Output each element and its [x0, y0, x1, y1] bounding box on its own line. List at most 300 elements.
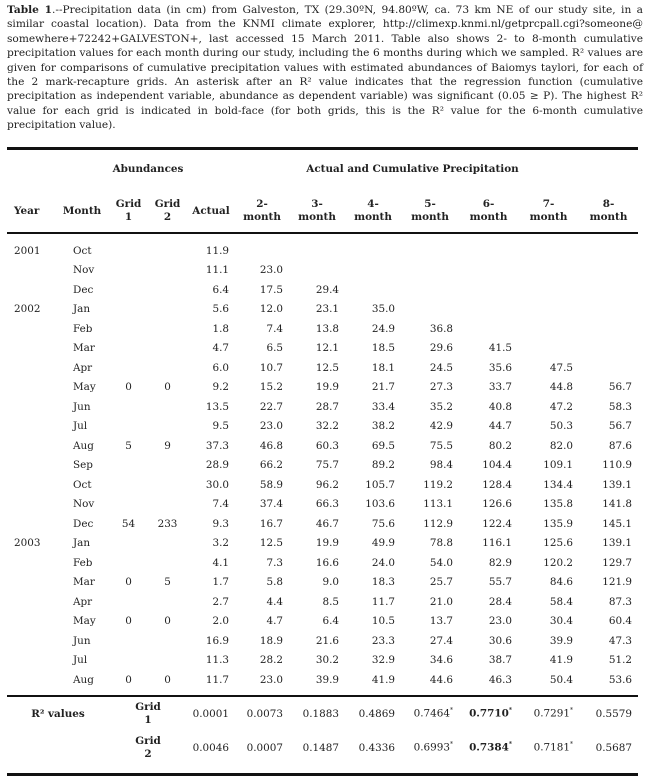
cell-m2: 23.0: [259, 420, 283, 433]
cell-g1: [109, 358, 148, 378]
caption-text: .--Precipitation data (in cm) from Galveston, TX (29.30ºN, 94.80ºW, ca. 73 km NE of our study site, in a similar coastal location). Data from the KNMI climate explorer, http://climexp.knmi.nl/getprcpall.cgi?someone@ somewhere+72242+GALVESTON+, last accessed 15 March 2011. Table also shows 2- to 8-month cumulative precipitation values for each month during our study, including the 6 months during which we sampled. R² values are given for comparisons of cumulative precipitation values with estimated abundances of Baiomys taylori, for each of the 2 mark-recapture grids. An asterisk after an R² value indicates that the regression function (cumulative precipitation as independent variable, abundance as dependent variable) was significant (0.05 ≥ P). The highest R² value for each grid is indicated in bold-face (for both grids, this is the R² value for the 6-month cumulative precipitation value).: [7, 4, 643, 132]
table-row: [7, 670, 638, 690]
table-row: [7, 417, 638, 437]
cell-g1: [109, 475, 148, 495]
cell-m4: 18.5: [371, 342, 395, 355]
cell-m2: 46.8: [259, 439, 283, 452]
cell-m8: 53.6: [608, 673, 632, 686]
cell-g1: [109, 300, 148, 320]
cell-actual: 5.6: [212, 303, 229, 316]
cell-m6: 126.6: [482, 498, 512, 511]
cell-g1: [109, 553, 148, 573]
cell-year: [7, 436, 55, 456]
r2-row: [7, 731, 638, 765]
cell-m7: 58.4: [549, 595, 573, 608]
cell-year: [7, 358, 55, 378]
cell-m6: 41.5: [488, 342, 512, 355]
cell-year: [7, 339, 55, 359]
cell-m6: 40.8: [488, 400, 512, 413]
table-row: [7, 573, 638, 593]
cell-m2: 7.3: [266, 556, 283, 569]
r2-label: [7, 731, 109, 765]
cell-m3: 8.5: [322, 595, 339, 608]
cell-m7: 135.9: [543, 517, 573, 530]
cell-m5: 29.6: [429, 342, 453, 355]
month-header: Month: [62, 204, 102, 217]
cell-m2: 16.7: [259, 517, 283, 530]
cell-m7: 47.5: [549, 361, 573, 374]
cell-month: Oct: [73, 244, 92, 257]
cell-m7: 109.1: [543, 459, 573, 472]
cell-month: May: [73, 615, 96, 628]
cell-m4: 11.7: [371, 595, 395, 608]
table-row: [7, 514, 638, 534]
cell-m6: 44.7: [488, 420, 512, 433]
cell-actual: 11.9: [205, 244, 229, 257]
cell-g1: [109, 592, 148, 612]
cell-m3: 29.4: [315, 283, 339, 296]
r2-cell-m3: 0.1487: [302, 741, 339, 754]
cell-m8: 139.1: [602, 478, 632, 491]
cell-m8: 56.7: [608, 420, 632, 433]
cell-m6: [459, 241, 518, 261]
table-row: [7, 280, 638, 300]
year-header: Year: [14, 204, 40, 217]
cell-g1: [109, 280, 148, 300]
cell-g2: [148, 553, 187, 573]
table-row: [7, 553, 638, 573]
cell-g2: [148, 358, 187, 378]
cell-m5: 113.1: [423, 498, 453, 511]
cell-m8: 129.7: [602, 556, 632, 569]
cell-year: [7, 573, 55, 593]
table-row: [7, 378, 638, 398]
cell-m7: [518, 300, 579, 320]
cell-m5: 44.6: [429, 673, 453, 686]
cell-m4: 105.7: [365, 478, 395, 491]
cell-month: Nov: [73, 498, 95, 511]
table-caption: [7, 3, 643, 133]
cell-g1: [109, 495, 148, 515]
cell-month: Feb: [73, 322, 93, 335]
cell-m2: 18.9: [259, 634, 283, 647]
cell-m8: [579, 241, 638, 261]
m4-header: 4-month: [354, 198, 392, 223]
cell-m4: 89.2: [371, 459, 395, 472]
cell-month: Apr: [73, 595, 93, 608]
cell-g2: [148, 534, 187, 554]
cell-m2: 66.2: [259, 459, 283, 472]
bottom-rule: [7, 773, 638, 776]
cell-month: Nov: [73, 264, 95, 277]
cell-m7: 30.4: [549, 615, 573, 628]
cell-m7: 50.3: [549, 420, 573, 433]
m3-header: 3-month: [298, 198, 336, 223]
cell-g1: [109, 651, 148, 671]
r2-cell-m6: 0.7384*: [469, 741, 512, 754]
cell-actual: 1.8: [212, 322, 229, 335]
cell-g2: [148, 319, 187, 339]
cell-m2: 4.4: [266, 595, 283, 608]
cell-m8: 56.7: [608, 381, 632, 394]
cell-m7: 82.0: [549, 439, 573, 452]
cell-m5: 24.5: [429, 361, 453, 374]
cell-year: [7, 456, 55, 476]
cell-m4: 18.1: [371, 361, 395, 374]
cell-m8: 60.4: [608, 615, 632, 628]
cell-m3: 12.5: [315, 361, 339, 374]
cell-g1: [109, 631, 148, 651]
cell-month: Apr: [73, 361, 93, 374]
cell-m4: 38.2: [371, 420, 395, 433]
cell-actual: 2.7: [212, 595, 229, 608]
cell-m6: 23.0: [488, 615, 512, 628]
cell-actual: 11.1: [205, 264, 229, 277]
grid2-header: Grid 2: [154, 198, 181, 223]
cell-m6: 80.2: [488, 439, 512, 452]
cell-actual: 16.9: [205, 634, 229, 647]
r2-label: R² values: [31, 707, 85, 720]
r2-cell-m4: 0.4336: [358, 741, 395, 754]
precip-header: Actual and Cumulative Precipitation: [306, 163, 519, 175]
cell-m6: 104.4: [482, 459, 512, 472]
cell-m8: [579, 300, 638, 320]
cell-m6: 116.1: [482, 537, 512, 550]
cell-m8: 110.9: [602, 459, 632, 472]
cell-m5: 13.7: [429, 615, 453, 628]
cell-year: 2003: [14, 537, 41, 550]
cell-m4: 23.3: [371, 634, 395, 647]
cell-m4: 69.5: [371, 439, 395, 452]
cell-m3: 21.6: [315, 634, 339, 647]
r2-row: [7, 697, 638, 731]
actual-header: Actual: [192, 204, 230, 217]
cell-m2: 58.9: [259, 478, 283, 491]
r2-cell-m6: 0.7710*: [469, 707, 512, 720]
cell-m2: 37.4: [259, 498, 283, 511]
cell-m6: 55.7: [488, 576, 512, 589]
cell-m8: [579, 261, 638, 281]
cell-year: [7, 280, 55, 300]
cell-m8: 47.3: [608, 634, 632, 647]
cell-m6: 28.4: [488, 595, 512, 608]
r2-cell-actual: 0.0046: [192, 741, 229, 754]
cell-m4: 75.6: [371, 517, 395, 530]
cell-year: [7, 475, 55, 495]
cell-m3: 28.7: [315, 400, 339, 413]
r2-cell-m2: 0.0007: [246, 741, 283, 754]
cell-m8: 121.9: [602, 576, 632, 589]
m6-header: 6-month: [469, 198, 508, 223]
precipitation-table: [7, 150, 638, 765]
cell-m7: 47.2: [549, 400, 573, 413]
cell-g1: 0: [125, 576, 132, 589]
table-row: [7, 495, 638, 515]
cell-month: Dec: [73, 517, 94, 530]
cell-g1: [109, 319, 148, 339]
table-row: [7, 534, 638, 554]
cell-m5: 25.7: [429, 576, 453, 589]
cell-m8: 141.8: [602, 498, 632, 511]
cell-actual: 4.1: [212, 556, 229, 569]
cell-actual: 30.0: [205, 478, 229, 491]
table-row: [7, 358, 638, 378]
cell-m7: 125.6: [543, 537, 573, 550]
cell-m5: 119.2: [423, 478, 453, 491]
cell-g2: [148, 417, 187, 437]
cell-m2: 6.5: [266, 342, 283, 355]
cell-m2: 15.2: [259, 381, 283, 394]
cell-m3: 32.2: [315, 420, 339, 433]
cell-g2: 0: [164, 673, 171, 686]
cell-m4: 24.9: [371, 322, 395, 335]
cell-m3: [289, 241, 345, 261]
r2-cell-m7: 0.7181*: [533, 741, 573, 754]
cell-m7: 44.8: [549, 381, 573, 394]
cell-g1: 5: [125, 439, 132, 452]
cell-m5: 42.9: [429, 420, 453, 433]
cell-m3: 39.9: [315, 673, 339, 686]
cell-m7: 134.4: [543, 478, 573, 491]
cell-month: Mar: [73, 576, 95, 589]
cell-m7: 84.6: [549, 576, 573, 589]
r2-cell-m7: 0.7291*: [533, 707, 573, 720]
m7-header: 7-month: [529, 198, 568, 223]
cell-actual: 11.3: [205, 654, 229, 667]
cell-year: [7, 651, 55, 671]
r2-cell-m3: 0.1883: [302, 707, 339, 720]
cell-actual: 6.4: [212, 283, 229, 296]
cell-year: [7, 631, 55, 651]
cell-year: [7, 495, 55, 515]
cell-g2: 233: [157, 517, 178, 530]
cell-g1: [109, 397, 148, 417]
cell-month: Dec: [73, 283, 94, 296]
cell-g2: 9: [164, 439, 171, 452]
cell-g2: [148, 280, 187, 300]
cell-actual: 11.7: [205, 673, 229, 686]
cell-m3: 66.3: [315, 498, 339, 511]
table-row: [7, 475, 638, 495]
cell-month: Jun: [73, 634, 91, 647]
cell-m3: 46.7: [315, 517, 339, 530]
cell-m3: 23.1: [315, 303, 339, 316]
cell-m2: 5.8: [266, 576, 283, 589]
cell-actual: 37.3: [205, 439, 229, 452]
cell-m8: [579, 280, 638, 300]
cell-m3: 19.9: [315, 381, 339, 394]
cell-m4: 32.9: [371, 654, 395, 667]
cell-actual: 13.5: [205, 400, 229, 413]
cell-month: May: [73, 381, 96, 394]
cell-g2: 0: [164, 615, 171, 628]
cell-m4: [345, 280, 401, 300]
cell-g2: [148, 339, 187, 359]
cell-month: Aug: [73, 673, 94, 686]
cell-m4: 21.7: [371, 381, 395, 394]
cell-g1: 0: [125, 615, 132, 628]
cell-m5: 78.8: [429, 537, 453, 550]
r2-grid-label: Grid 1: [135, 700, 161, 726]
cell-m7: [518, 339, 579, 359]
cell-m7: 39.9: [549, 634, 573, 647]
cell-g2: [148, 261, 187, 281]
cell-m2: [235, 241, 289, 261]
cell-m6: 128.4: [482, 478, 512, 491]
cell-year: [7, 553, 55, 573]
cell-m5: 21.0: [429, 595, 453, 608]
cell-m8: 58.3: [608, 400, 632, 413]
cell-month: Jun: [73, 400, 91, 413]
cell-m4: 18.3: [371, 576, 395, 589]
cell-m3: 60.3: [315, 439, 339, 452]
cell-actual: 2.0: [212, 615, 229, 628]
cell-m8: 139.1: [602, 537, 632, 550]
cell-m3: 6.4: [322, 615, 339, 628]
cell-g1: [109, 456, 148, 476]
abundances-header: Abundances: [112, 163, 184, 175]
cell-m3: [289, 261, 345, 281]
cell-m3: 75.7: [315, 459, 339, 472]
cell-m5: 36.8: [429, 322, 453, 335]
cell-m6: 35.6: [488, 361, 512, 374]
cell-g2: [148, 495, 187, 515]
cell-m8: 51.2: [608, 654, 632, 667]
cell-month: Mar: [73, 342, 95, 355]
cell-m6: [459, 261, 518, 281]
cell-g2: 5: [164, 576, 171, 589]
cell-actual: 7.4: [212, 498, 229, 511]
cell-m7: [518, 319, 579, 339]
cell-month: Feb: [73, 556, 93, 569]
cell-m6: 82.9: [488, 556, 512, 569]
table-row: [7, 651, 638, 671]
cell-m4: 33.4: [371, 400, 395, 413]
cell-m7: [518, 280, 579, 300]
cell-m8: [579, 358, 638, 378]
cell-month: Sep: [73, 459, 93, 472]
table-row: [7, 456, 638, 476]
cell-m5: [401, 280, 459, 300]
cell-m5: 27.4: [429, 634, 453, 647]
r2-grid-label: Grid 2: [135, 734, 161, 760]
cell-g1: 54: [121, 517, 136, 530]
cell-m5: [401, 300, 459, 320]
header-row-columns: [7, 188, 638, 234]
cell-m5: [401, 241, 459, 261]
cell-g1: 0: [125, 381, 132, 394]
cell-m4: 49.9: [371, 537, 395, 550]
cell-m7: [518, 261, 579, 281]
cell-g2: [148, 651, 187, 671]
cell-m2: 23.0: [259, 673, 283, 686]
cell-g2: [148, 456, 187, 476]
cell-g1: [109, 534, 148, 554]
table-row: [7, 339, 638, 359]
cell-month: Jul: [73, 420, 88, 433]
cell-actual: 9.5: [212, 420, 229, 433]
r2-cell-m8: 0.5687: [595, 741, 632, 754]
table-row: [7, 241, 638, 261]
cell-actual: 9.3: [212, 517, 229, 530]
cell-actual: 3.2: [212, 537, 229, 550]
cell-year: 2002: [14, 303, 41, 316]
cell-m8: 87.6: [608, 439, 632, 452]
cell-m6: [459, 300, 518, 320]
cell-m4: [345, 241, 401, 261]
cell-actual: 28.9: [205, 459, 229, 472]
cell-m4: 41.9: [371, 673, 395, 686]
cell-m2: 17.5: [259, 283, 283, 296]
cell-month: Aug: [73, 439, 94, 452]
cell-m3: 9.0: [322, 576, 339, 589]
cell-g2: [148, 397, 187, 417]
cell-m3: 16.6: [315, 556, 339, 569]
cell-year: [7, 397, 55, 417]
r2-cell-m4: 0.4869: [358, 707, 395, 720]
cell-m2: 23.0: [259, 264, 283, 277]
cell-actual: 1.7: [212, 576, 229, 589]
cell-year: [7, 514, 55, 534]
m5-header: 5-month: [411, 198, 449, 223]
cell-m4: 103.6: [365, 498, 395, 511]
cell-m5: 54.0: [429, 556, 453, 569]
cell-g1: [109, 261, 148, 281]
cell-m5: 35.2: [429, 400, 453, 413]
cell-m8: 145.1: [602, 517, 632, 530]
cell-month: Jan: [73, 303, 91, 316]
cell-m5: 112.9: [423, 517, 453, 530]
cell-m4: 24.0: [371, 556, 395, 569]
cell-m2: 22.7: [259, 400, 283, 413]
cell-m6: [459, 280, 518, 300]
cell-m3: 19.9: [315, 537, 339, 550]
cell-m3: 30.2: [315, 654, 339, 667]
cell-g2: [148, 475, 187, 495]
cell-m7: 50.4: [549, 673, 573, 686]
cell-year: [7, 261, 55, 281]
cell-m2: 7.4: [266, 322, 283, 335]
cell-g2: 0: [164, 381, 171, 394]
cell-m5: 75.5: [429, 439, 453, 452]
r2-cell-actual: 0.0001: [192, 707, 229, 720]
cell-m2: 12.5: [259, 537, 283, 550]
table-row: [7, 397, 638, 417]
cell-m2: 10.7: [259, 361, 283, 374]
cell-g2: [148, 241, 187, 261]
cell-m4: [345, 261, 401, 281]
table-row: [7, 592, 638, 612]
table-row: [7, 612, 638, 632]
cell-m6: 122.4: [482, 517, 512, 530]
r2-cell-m5: 0.7464*: [413, 707, 453, 720]
m2-header: 2-month: [243, 198, 281, 223]
r2-cell-m5: 0.6993*: [413, 741, 453, 754]
r2-cell-m8: 0.5579: [595, 707, 632, 720]
cell-m6: 46.3: [488, 673, 512, 686]
cell-m8: [579, 339, 638, 359]
table-row: [7, 436, 638, 456]
cell-m3: 96.2: [315, 478, 339, 491]
m8-header: 8-month: [589, 198, 628, 223]
cell-m4: 35.0: [371, 303, 395, 316]
cell-g1: 0: [125, 673, 132, 686]
cell-m5: [401, 261, 459, 281]
cell-m7: 120.2: [543, 556, 573, 569]
cell-m6: 38.7: [488, 654, 512, 667]
cell-actual: 9.2: [212, 381, 229, 394]
cell-year: [7, 612, 55, 632]
